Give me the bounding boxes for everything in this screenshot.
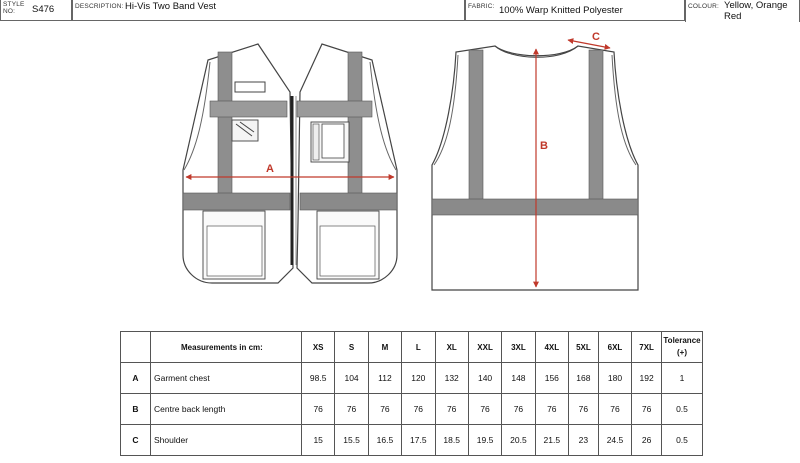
front-chest-band-right — [297, 101, 372, 117]
front-chest-band-left — [210, 101, 287, 117]
table-cell: 76 — [535, 394, 568, 425]
table-cell: 104 — [335, 363, 368, 394]
row-label: Garment chest — [151, 363, 302, 394]
measurements-table — [120, 331, 703, 456]
table-cell: 18.5 — [435, 425, 468, 456]
table-header-row — [121, 332, 703, 363]
vest-front-view — [183, 44, 397, 283]
table-row — [121, 394, 703, 425]
colour-label: COLOUR: — [688, 3, 720, 10]
measure-label-c: C — [592, 31, 600, 43]
fabric-cell — [465, 0, 685, 21]
table-cell: 76 — [502, 394, 535, 425]
table-cell: 20.5 — [502, 425, 535, 456]
table-cell: 168 — [569, 363, 599, 394]
front-waist-band-left — [183, 193, 290, 210]
size-header: S — [335, 332, 368, 363]
front-band-left — [218, 52, 232, 207]
table-cell: 16.5 — [368, 425, 401, 456]
vest-back-view — [432, 31, 638, 290]
front-band-right — [348, 52, 362, 207]
table-cell: 156 — [535, 363, 568, 394]
colour-cell — [685, 0, 800, 22]
row-key: C — [121, 425, 151, 456]
size-header: 7XL — [632, 332, 662, 363]
table-cell: 26 — [632, 425, 662, 456]
table-cell: 76 — [302, 394, 335, 425]
description-label: DESCRIPTION: — [75, 3, 124, 10]
spec-header — [0, 0, 800, 22]
row-key: A — [121, 363, 151, 394]
id-card-window — [235, 82, 265, 92]
table-cell: 76 — [435, 394, 468, 425]
table-cell: 21.5 — [535, 425, 568, 456]
measure-line-c — [568, 40, 610, 48]
description-value: Hi-Vis Two Band Vest — [125, 1, 217, 12]
row-label: Shoulder — [151, 425, 302, 456]
table-cell: 76 — [569, 394, 599, 425]
description-cell — [72, 0, 465, 21]
table-cell: 15.5 — [335, 425, 368, 456]
row-key: B — [121, 394, 151, 425]
table-heading: Measurements in cm: — [151, 332, 302, 363]
size-header: 5XL — [569, 332, 599, 363]
tolerance-cell: 0.5 — [662, 425, 703, 456]
style-value: S476 — [32, 4, 55, 15]
tolerance-cell: 0.5 — [662, 394, 703, 425]
colour-value: Yellow, Orange Red — [724, 0, 788, 22]
table-cell: 23 — [569, 425, 599, 456]
table-row — [121, 425, 703, 456]
back-band-right — [589, 50, 603, 200]
table-cell: 120 — [402, 363, 435, 394]
front-waist-band-right — [300, 193, 397, 210]
table-cell: 24.5 — [598, 425, 631, 456]
size-header: M — [368, 332, 401, 363]
vest-technical-drawing — [0, 24, 800, 324]
back-band-left — [469, 50, 483, 200]
size-header: XL — [435, 332, 468, 363]
row-label: Centre back length — [151, 394, 302, 425]
size-header: 3XL — [502, 332, 535, 363]
size-header: 6XL — [598, 332, 631, 363]
table-corner — [121, 332, 151, 363]
table-cell: 76 — [368, 394, 401, 425]
table-cell: 132 — [435, 363, 468, 394]
table-cell: 140 — [468, 363, 501, 394]
size-header: L — [402, 332, 435, 363]
table-cell: 112 — [368, 363, 401, 394]
fabric-value: 100% Warp Knitted Polyester — [499, 5, 623, 16]
table-cell: 98.5 — [302, 363, 335, 394]
table-cell: 180 — [598, 363, 631, 394]
back-body-outline — [432, 46, 638, 290]
table-cell: 148 — [502, 363, 535, 394]
fabric-label: FABRIC: — [468, 3, 495, 10]
measure-label-a: A — [266, 163, 274, 175]
back-waist-band — [432, 199, 638, 215]
table-cell: 76 — [335, 394, 368, 425]
table-cell: 76 — [598, 394, 631, 425]
table-row — [121, 363, 703, 394]
table-cell: 76 — [632, 394, 662, 425]
table-cell: 17.5 — [402, 425, 435, 456]
size-header: 4XL — [535, 332, 568, 363]
style-label: STYLE NO: — [3, 1, 25, 15]
table-cell: 19.5 — [468, 425, 501, 456]
table-cell: 15 — [302, 425, 335, 456]
table-cell: 192 — [632, 363, 662, 394]
table-cell: 76 — [402, 394, 435, 425]
size-header: XS — [302, 332, 335, 363]
measure-label-b: B — [540, 140, 548, 152]
tolerance-header: Tolerance (+) — [662, 332, 703, 363]
style-cell — [0, 0, 72, 21]
size-header: XXL — [468, 332, 501, 363]
table-cell: 76 — [468, 394, 501, 425]
tolerance-cell: 1 — [662, 363, 703, 394]
